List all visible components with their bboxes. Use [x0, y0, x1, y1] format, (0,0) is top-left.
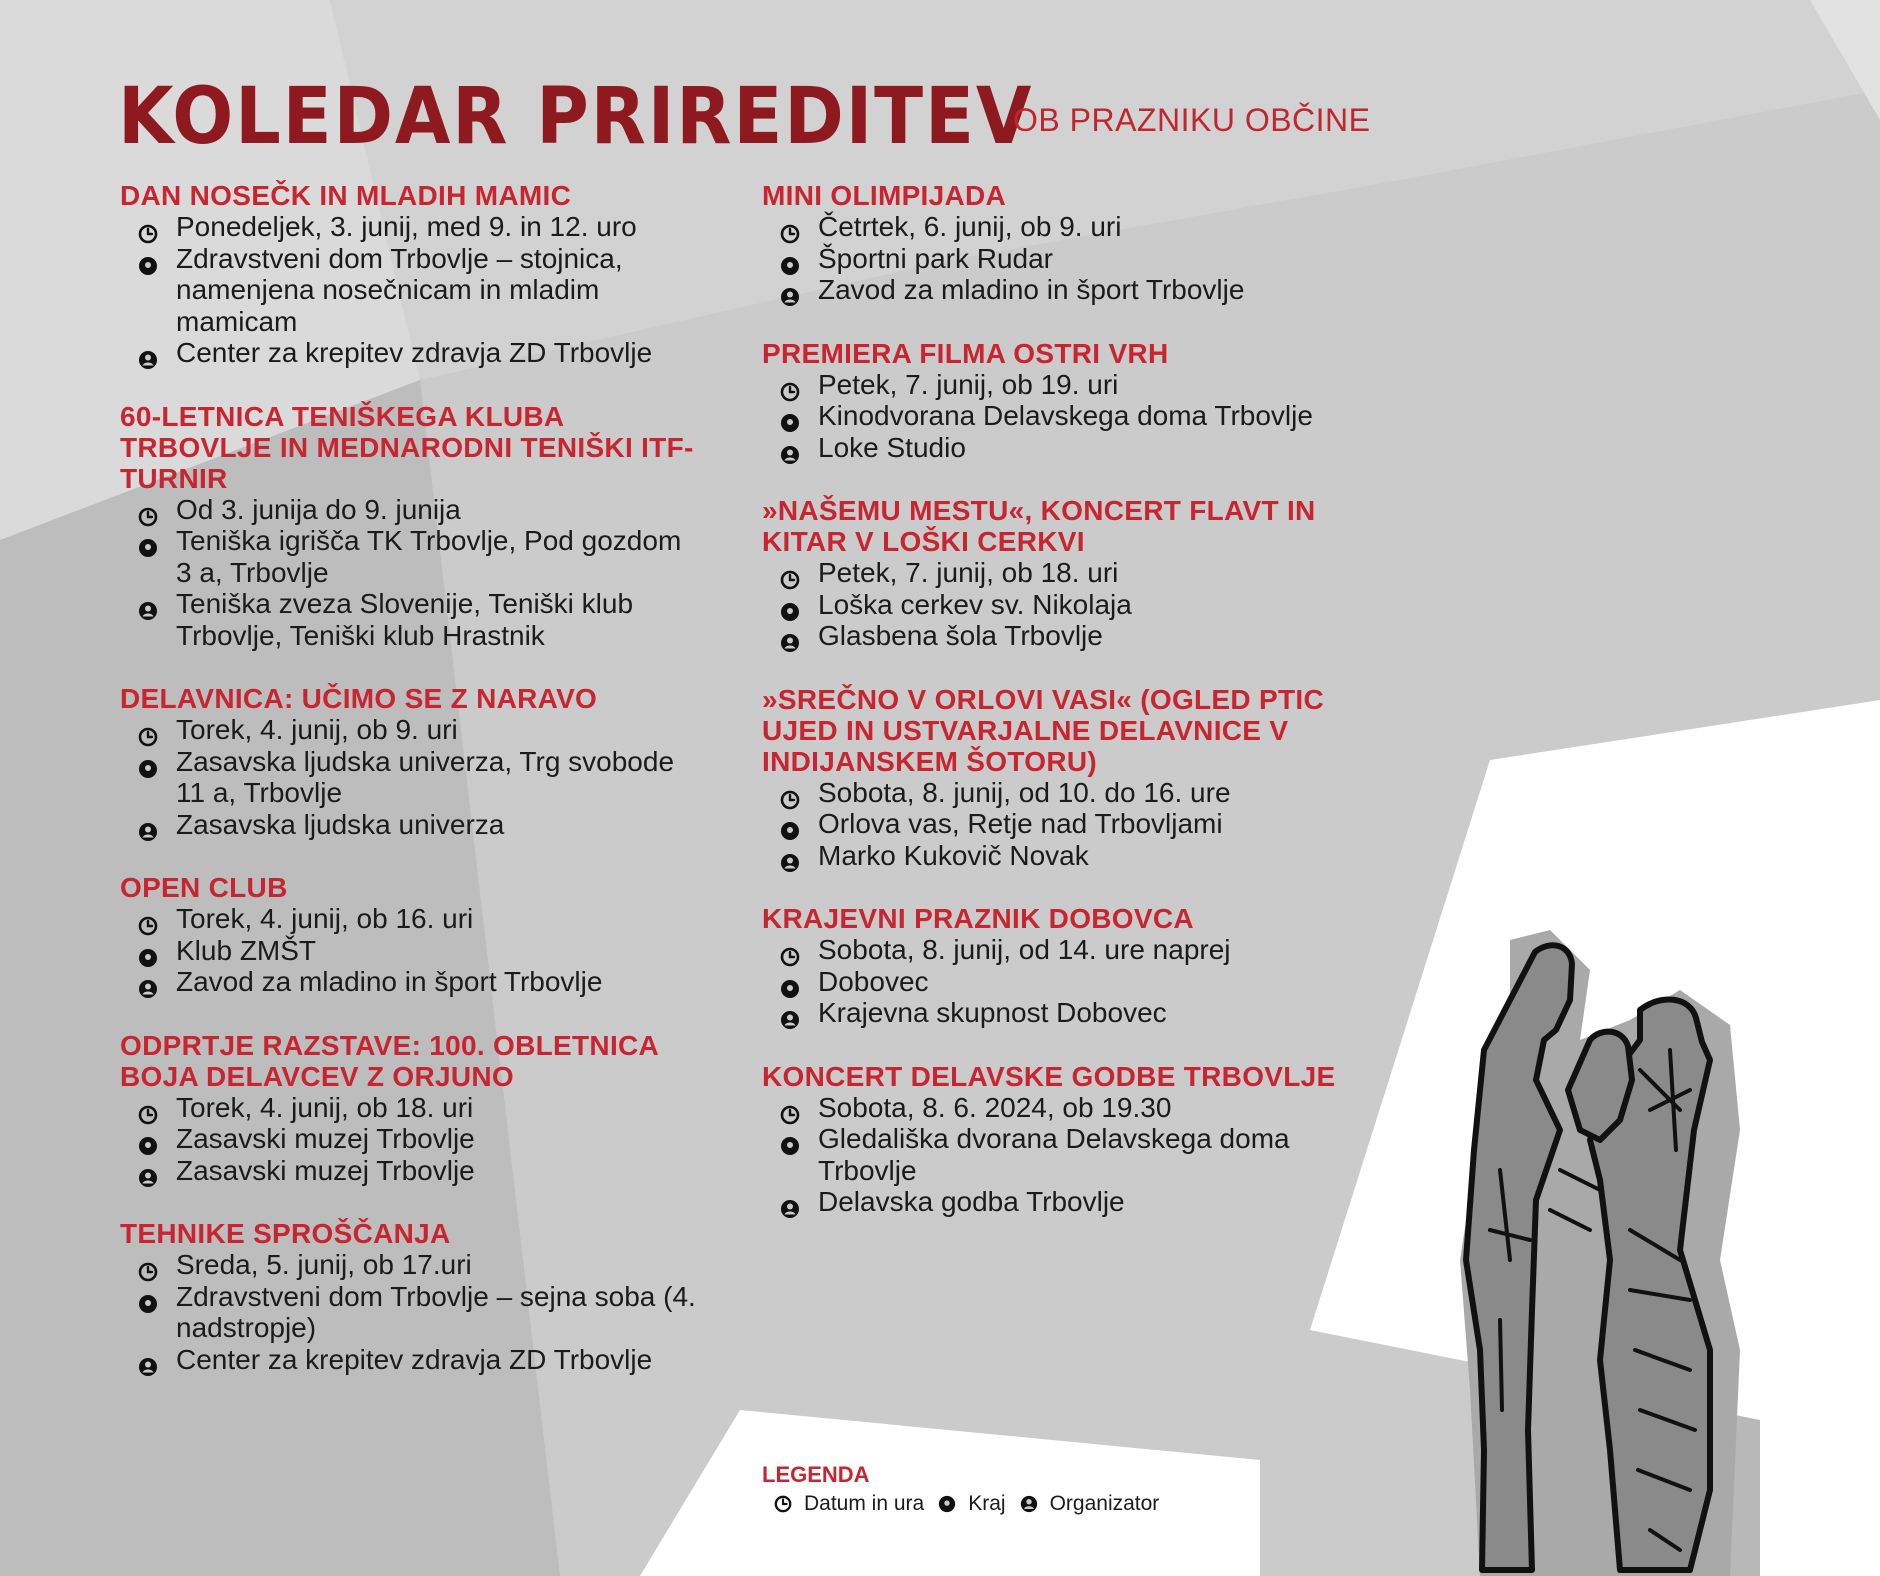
legend-organizer-label: Organizator	[1049, 1492, 1160, 1515]
event-item	[120, 401, 700, 652]
clock-icon	[780, 565, 800, 585]
clock-icon	[138, 1100, 158, 1120]
event-item	[120, 683, 700, 840]
legend-item-date	[774, 1492, 924, 1516]
event-date	[762, 557, 1362, 589]
event-organizer-text: Zasavski muzej Trbovlje	[176, 1154, 475, 1186]
location-pin-icon	[780, 408, 800, 428]
event-date	[120, 1092, 700, 1124]
person-icon	[780, 628, 800, 648]
event-organizer	[120, 337, 700, 369]
event-organizer-text: Krajevna skupnost Dobovec	[818, 997, 1167, 1028]
event-item	[120, 1030, 700, 1187]
clock-icon	[780, 1100, 800, 1120]
event-item	[762, 180, 1362, 306]
clock-icon	[138, 722, 158, 742]
event-place-text: Kinodvorana Delavskega doma Trbovlje	[818, 400, 1313, 431]
event-item	[762, 903, 1362, 1029]
event-place	[120, 243, 700, 338]
event-organizer-text: Center za krepitev zdravja ZD Trbovlje	[176, 337, 653, 368]
event-place	[762, 243, 1362, 275]
event-place	[120, 525, 700, 588]
event-place	[762, 400, 1362, 432]
event-organizer	[762, 840, 1362, 872]
event-place-text: Športni park Rudar	[818, 242, 1054, 274]
event-item	[762, 684, 1362, 872]
event-organizer	[762, 1186, 1362, 1218]
event-place-text: Loška cerkev sv. Nikolaja	[818, 588, 1132, 620]
legend-date-label: Datum in ura	[804, 1492, 925, 1515]
event-item	[120, 1218, 700, 1375]
event-date	[762, 211, 1362, 243]
event-place-text: Orlova vas, Retje nad Trbovljami	[818, 808, 1223, 839]
person-icon	[138, 345, 158, 365]
event-place-text: Klub ZMŠT	[176, 934, 317, 966]
event-title: ODPRTJE RAZSTAVE: 100. OBLETNICA BOJA DELAVCEV Z ORJUNO	[120, 1029, 659, 1092]
clock-icon	[138, 502, 158, 522]
sculpture-illustration	[1440, 930, 1780, 1576]
event-place	[762, 589, 1362, 621]
events-column-right	[762, 180, 1362, 1250]
event-place	[120, 746, 700, 809]
event-organizer-text: Zavod za mladino in šport Trbovlje	[818, 274, 1245, 305]
person-icon	[780, 1005, 800, 1025]
page-title: KOLEDAR PRIREDITEV	[118, 72, 1034, 162]
event-date	[120, 494, 700, 526]
event-organizer-text: Zasavska ljudska univerza	[176, 808, 505, 840]
event-item	[762, 495, 1362, 652]
event-place	[762, 966, 1362, 998]
event-place-text: Gledališka dvorana Delavskega doma Trbovlje	[818, 1123, 1290, 1186]
event-date	[762, 934, 1362, 966]
event-date-text: Sobota, 8. junij, od 10. do 16. ure	[818, 776, 1231, 808]
event-organizer-text: Delavska godba Trbovlje	[818, 1186, 1125, 1217]
event-organizer	[120, 809, 700, 841]
person-icon	[780, 1194, 800, 1214]
person-icon	[780, 848, 800, 868]
event-organizer	[762, 997, 1362, 1029]
event-date-text: Sobota, 8. 6. 2024, ob 19.30	[818, 1091, 1172, 1123]
event-date	[120, 1249, 700, 1281]
event-organizer	[762, 620, 1362, 652]
legend-items	[774, 1492, 1173, 1516]
person-icon	[1020, 1495, 1038, 1513]
header	[118, 72, 1371, 162]
event-organizer-text: Marko Kukovič Novak	[818, 839, 1089, 871]
event-organizer	[120, 588, 700, 651]
event-place-text: Zdravstveni dom Trbovlje – stojnica, namenjena nosečnicam in mladim mamicam	[176, 242, 623, 337]
location-pin-icon	[138, 943, 158, 963]
event-title: »NAŠEMU MESTU«, KONCERT FLAVT IN KITAR V LOŠKI CERKVI	[762, 495, 1316, 557]
event-place	[120, 1123, 700, 1155]
events-column-left	[120, 180, 700, 1407]
event-title: OPEN CLUB	[120, 872, 288, 903]
location-pin-icon	[938, 1495, 956, 1513]
event-title: »SREČNO V ORLOVI VASI« (OGLED PTIC UJED IN USTVARJALNE DELAVNICE V INDIJANSKEM ŠOTORU)	[762, 683, 1324, 777]
person-icon	[138, 1352, 158, 1372]
event-place	[762, 808, 1362, 840]
event-date-text: Ponedeljek, 3. junij, med 9. in 12. uro	[176, 211, 637, 242]
event-place	[120, 935, 700, 967]
event-date	[120, 714, 700, 746]
legend-item-organizer	[1020, 1492, 1160, 1516]
clock-icon	[780, 942, 800, 962]
event-date	[120, 211, 700, 243]
event-organizer-text: Glasbena šola Trbovlje	[818, 620, 1103, 651]
event-date-text: Torek, 4. junij, ob 18. uri	[176, 1091, 474, 1123]
clock-icon	[780, 219, 800, 239]
clock-icon	[138, 219, 158, 239]
legend-item-place	[938, 1492, 1005, 1516]
event-place	[762, 1123, 1362, 1186]
location-pin-icon	[780, 251, 800, 271]
event-item	[762, 1061, 1362, 1218]
legend	[762, 1462, 1173, 1516]
event-place	[120, 1281, 700, 1344]
event-date	[762, 777, 1362, 809]
event-item	[120, 872, 700, 998]
event-date-text: Sreda, 5. junij, ob 17.uri	[176, 1249, 472, 1280]
clock-icon	[780, 785, 800, 805]
event-organizer	[120, 1155, 700, 1187]
event-date	[762, 1092, 1362, 1124]
location-pin-icon	[138, 533, 158, 553]
event-title: KONCERT DELAVSKE GODBE TRBOVLJE	[762, 1060, 1336, 1092]
event-organizer	[762, 432, 1362, 464]
legend-place-label: Kraj	[968, 1492, 1006, 1515]
person-icon	[138, 974, 158, 994]
location-pin-icon	[138, 1289, 158, 1309]
event-date-text: Torek, 4. junij, ob 16. uri	[176, 903, 474, 934]
page-subtitle: OB PRAZNIKU OBČINE	[1013, 102, 1371, 138]
event-date-text: Petek, 7. junij, ob 18. uri	[818, 557, 1119, 588]
event-place-text: Dobovec	[818, 965, 929, 997]
location-pin-icon	[138, 754, 158, 774]
event-organizer	[120, 1344, 700, 1376]
event-title: 60-LETNICA TENIŠKEGA KLUBA TRBOVLJE IN MEDNARODNI TENIŠKI ITF-TURNIR	[120, 400, 694, 494]
clock-icon	[774, 1495, 792, 1513]
event-organizer	[120, 966, 700, 998]
event-organizer-text: Teniška zveza Slovenije, Teniški klub Trbovlje, Teniški klub Hrastnik	[176, 588, 634, 651]
event-title: DELAVNICA: UČIMO SE Z NARAVO	[120, 683, 598, 714]
event-title: DAN NOSEČK IN MLADIH MAMIC	[120, 180, 572, 211]
event-date	[120, 903, 700, 935]
event-date-text: Sobota, 8. junij, od 14. ure naprej	[818, 934, 1231, 965]
event-item	[762, 338, 1362, 464]
clock-icon	[780, 377, 800, 397]
event-organizer	[762, 274, 1362, 306]
person-icon	[138, 817, 158, 837]
location-pin-icon	[780, 597, 800, 617]
clock-icon	[138, 911, 158, 931]
location-pin-icon	[780, 816, 800, 836]
event-organizer-text: Loke Studio	[818, 431, 966, 463]
person-icon	[138, 1163, 158, 1183]
event-organizer-text: Center za krepitev zdravja ZD Trbovlje	[176, 1343, 653, 1375]
event-title: TEHNIKE SPROŠČANJA	[120, 1218, 451, 1249]
event-place-text: Teniška igrišča TK Trbovlje, Pod gozdom 3 a, Trbovlje	[176, 525, 682, 588]
event-organizer-text: Zavod za mladino in šport Trbovlje	[176, 966, 603, 997]
event-place-text: Zasavska ljudska univerza, Trg svobode 11 a, Trbovlje	[176, 745, 675, 808]
event-place-text: Zdravstveni dom Trbovlje – sejna soba (4. nadstropje)	[176, 1280, 696, 1343]
event-date-text: Od 3. junija do 9. junija	[176, 493, 461, 525]
location-pin-icon	[780, 974, 800, 994]
event-date-text: Četrtek, 6. junij, ob 9. uri	[818, 211, 1122, 242]
event-date	[762, 369, 1362, 401]
location-pin-icon	[138, 251, 158, 271]
person-icon	[780, 282, 800, 302]
location-pin-icon	[780, 1131, 800, 1151]
event-date-text: Torek, 4. junij, ob 9. uri	[176, 714, 458, 745]
clock-icon	[138, 1257, 158, 1277]
location-pin-icon	[138, 1131, 158, 1151]
event-title: PREMIERA FILMA OSTRI VRH	[762, 337, 1169, 369]
person-icon	[780, 440, 800, 460]
legend-title: LEGENDA	[762, 1462, 870, 1487]
event-title: MINI OLIMPIJADA	[762, 180, 1007, 211]
event-item	[120, 180, 700, 369]
event-date-text: Petek, 7. junij, ob 19. uri	[818, 368, 1119, 400]
person-icon	[138, 596, 158, 616]
event-place-text: Zasavski muzej Trbovlje	[176, 1123, 475, 1154]
event-title: KRAJEVNI PRAZNIK DOBOVCA	[762, 903, 1194, 934]
